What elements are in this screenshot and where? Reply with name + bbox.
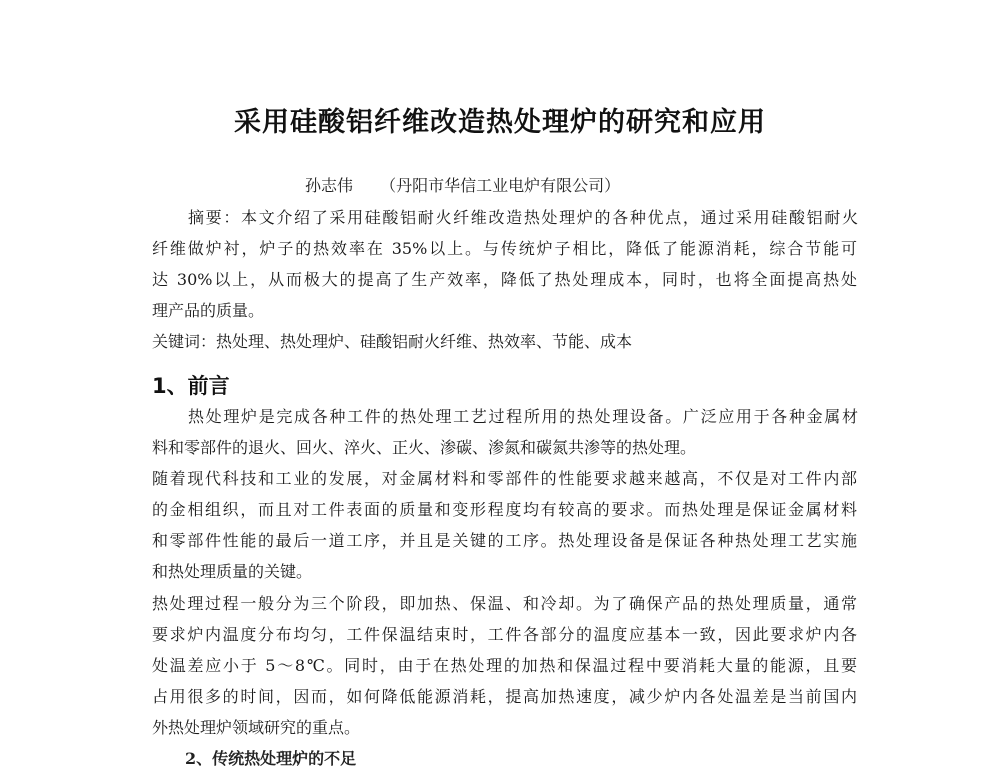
abstract-line-4: 理产品的质量。 [152,301,265,320]
para1-line-1: 热处理炉是完成各种工件的热处理工艺过程所用的热处理设备。广泛应用于各种金属材 [188,407,858,426]
para2-line-4: 和热处理质量的关键。 [152,562,313,581]
para3-line-3: 处温差应小于 5～8℃。同时，由于在热处理的加热和保温过程中要消耗大量的能源，且要 [152,656,857,675]
author-line [305,173,620,196]
abstract-line-2: 纤维做炉衬，炉子的热效率在 35%以上。与传统炉子相比，降低了能源消耗，综合节能可 [152,239,857,258]
para3-line-1: 热处理过程一般分为三个阶段，即加热、保温、和冷却。为了确保产品的热处理质量，通常 [152,594,857,613]
abstract-line-1: 摘要：本文介绍了采用硅酸铝耐火纤维改造热处理炉的各种优点，通过采用硅酸铝耐火 [188,208,858,227]
keywords: 关键词：热处理、热处理炉、硅酸铝耐火纤维、热效率、节能、成本 [152,332,633,351]
paper-title: 采用硅酸铝纤维改造热处理炉的研究和应用 [234,107,766,138]
para2-line-1: 随着现代科技和工业的发展，对金属材料和零部件的性能要求越来越高，不仅是对工件内部 [152,469,857,488]
para2-line-2: 的金相组织，而且对工件表面的质量和变形程度均有较高的要求。而热处理是保证金属材料 [152,500,857,519]
abstract-line-3: 达 30%以上，从而极大的提高了生产效率，降低了热处理成本，同时，也将全面提高热处 [152,270,857,289]
next-heading-cut [185,749,375,768]
para2-line-3: 和零部件性能的最后一道工序，并且是关键的工序。热处理设备是保证各种热处理工艺实施 [152,531,857,550]
para3-line-2: 要求炉内温度分布均匀，工件保温结束时，工件各部分的温度应基本一致，因此要求炉内各 [152,625,857,644]
author-affiliation: （丹阳市华信工业电炉有限公司） [380,176,621,195]
para3-line-5: 外热处理炉领域研究的重点。 [152,718,361,737]
section-heading: 1、前言 [152,374,230,398]
para3-line-4: 占用很多的时间，因而，如何降低能源消耗，提高加热速度，减少炉内各处温差是当前国内 [152,687,857,706]
next-heading-text: 2、传统热处理炉的不足 [185,749,357,768]
author-name: 孙志伟 [305,176,354,195]
para1-line-2: 料和零部件的退火、回火、淬火、正火、渗碳、渗氮和碳氮共渗等的热处理。 [152,438,697,457]
